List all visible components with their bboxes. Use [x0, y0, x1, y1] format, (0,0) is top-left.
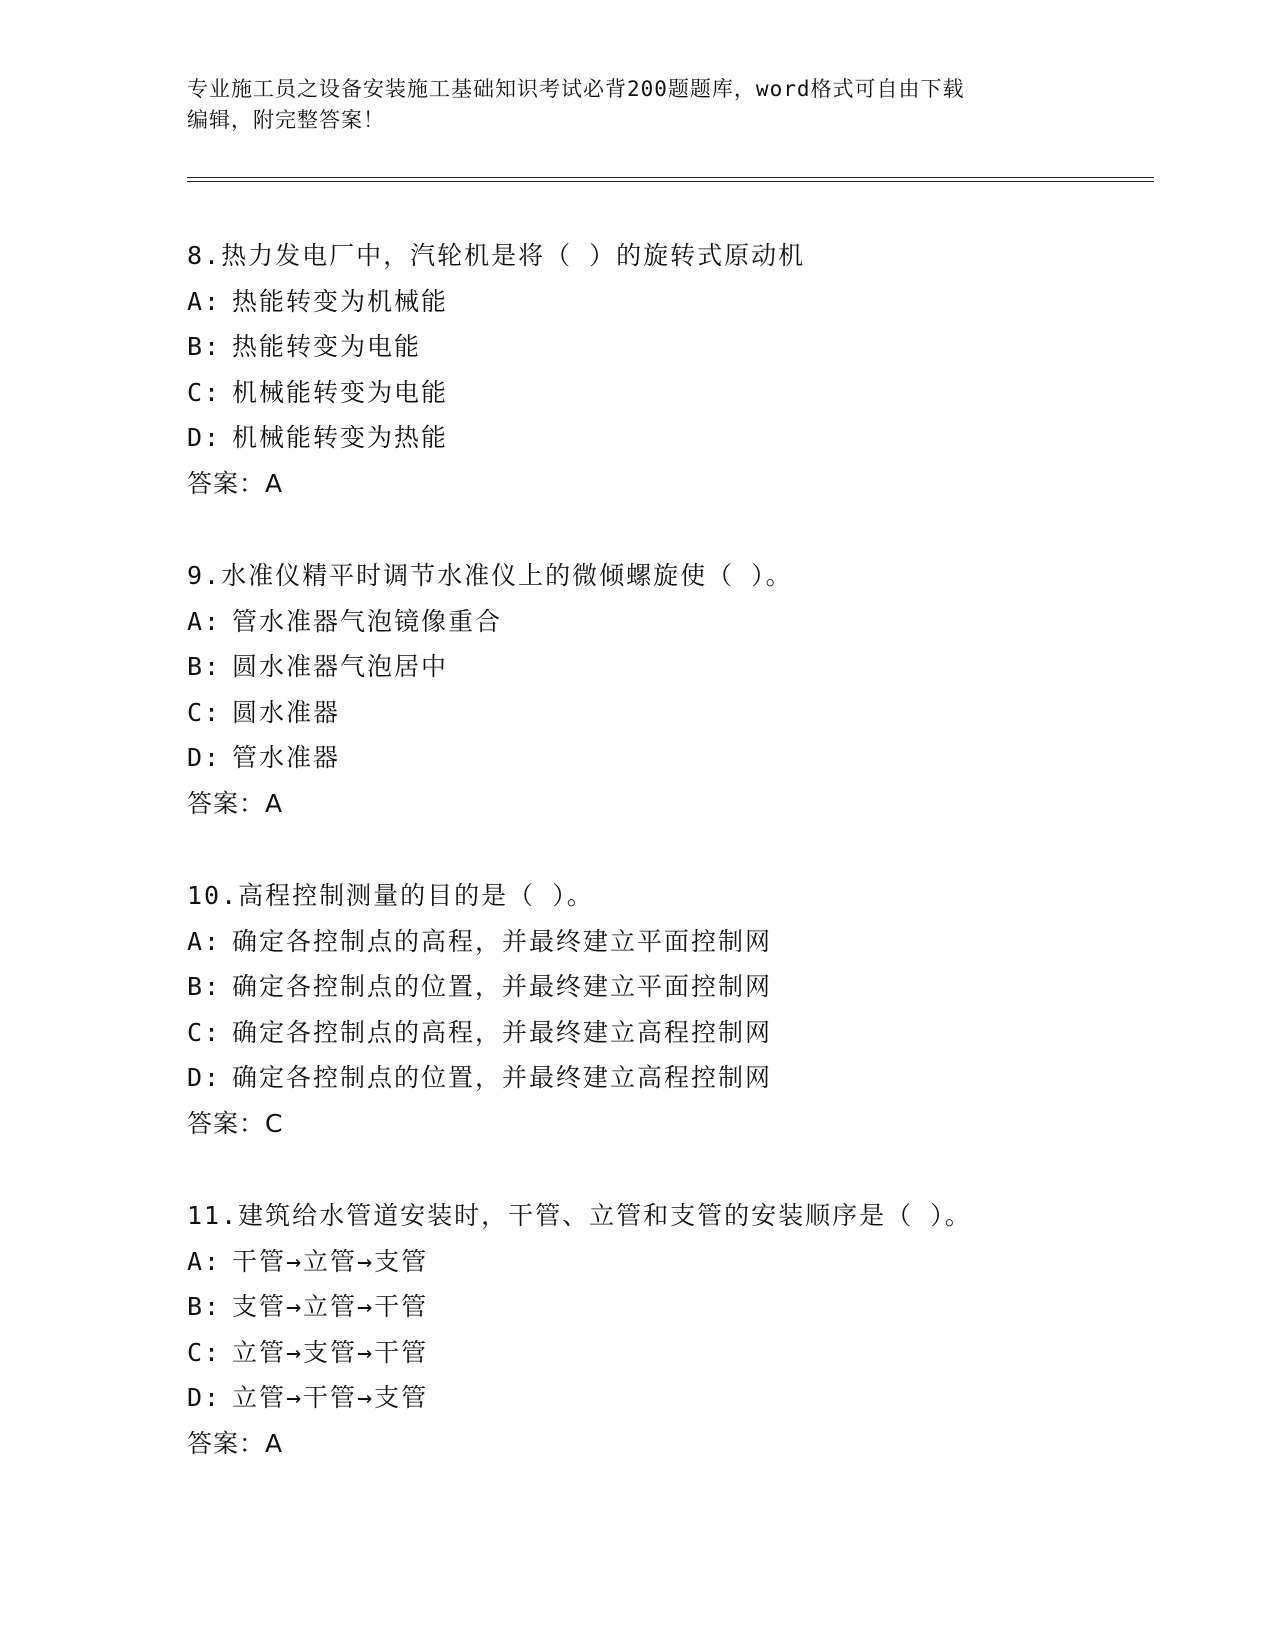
option-b	[187, 324, 1167, 370]
option-d	[187, 1055, 1167, 1101]
question-text: 9.水准仪精平时调节水准仪上的微倾螺旋使（ ）。	[187, 561, 793, 590]
option-b	[187, 644, 1167, 690]
header-title-line-1: 专业施工员之设备安装施工基础知识考试必背200题题库，word格式可自由下载	[187, 77, 965, 101]
option-a	[187, 279, 1167, 325]
option-text: 干管→立管→支管	[232, 1246, 429, 1276]
option-text: 确定各控制点的位置，并最终建立高程控制网	[232, 1063, 773, 1092]
option-text: 管水准器	[232, 743, 341, 772]
option-d	[187, 735, 1167, 781]
option-text: 确定各控制点的高程，并最终建立高程控制网	[232, 1017, 773, 1047]
option-b	[187, 1284, 1167, 1330]
option-c	[187, 1010, 1167, 1056]
option-letter: A:	[187, 606, 222, 636]
option-text: 立管→干管→支管	[232, 1383, 429, 1412]
option-text: 圆水准器气泡居中	[232, 652, 449, 681]
option-c	[187, 370, 1167, 416]
header-title-line-2: 编辑，附完整答案！	[187, 108, 385, 132]
option-a	[187, 919, 1167, 965]
question-11	[187, 1193, 1167, 1466]
option-d	[187, 1375, 1167, 1421]
option-letter: B:	[187, 332, 222, 361]
option-letter: C:	[187, 697, 222, 727]
answer-line: 答案：A	[187, 468, 284, 498]
option-a	[187, 1239, 1167, 1285]
option-text: 支管→立管→干管	[232, 1292, 429, 1321]
question-9	[187, 553, 1167, 826]
option-letter: C:	[187, 377, 222, 407]
option-c	[187, 1330, 1167, 1376]
option-d	[187, 415, 1167, 461]
option-text: 确定各控制点的高程，并最终建立平面控制网	[232, 926, 773, 956]
option-a	[187, 599, 1167, 645]
option-letter: A:	[187, 926, 222, 956]
question-text: 11.建筑给水管道安装时，干管、立管和支管的安装顺序是（ ）。	[187, 1201, 972, 1230]
option-letter: D:	[187, 423, 222, 452]
question-text: 10.高程控制测量的目的是（ ）。	[187, 881, 594, 910]
header-divider-top	[187, 177, 1154, 178]
option-letter: D:	[187, 743, 222, 772]
option-letter: B:	[187, 972, 222, 1001]
question-10	[187, 873, 1167, 1146]
option-text: 机械能转变为热能	[232, 423, 449, 452]
option-text: 立管→支管→干管	[232, 1337, 429, 1367]
option-letter: A:	[187, 286, 222, 316]
option-letter: C:	[187, 1337, 222, 1367]
option-text: 确定各控制点的位置，并最终建立平面控制网	[232, 972, 773, 1001]
answer-line: 答案：C	[187, 1108, 284, 1138]
option-letter: B:	[187, 1292, 222, 1321]
option-letter: A:	[187, 1246, 222, 1276]
option-c	[187, 690, 1167, 736]
option-text: 热能转变为机械能	[232, 286, 449, 316]
option-letter: D:	[187, 1063, 222, 1092]
option-text: 机械能转变为电能	[232, 377, 449, 407]
option-text: 圆水准器	[232, 697, 341, 727]
answer-line: 答案：A	[187, 1428, 284, 1458]
header-divider-bottom	[187, 181, 1154, 182]
question-8	[187, 233, 1167, 506]
document-header	[187, 74, 1067, 136]
question-text: 8.热力发电厂中，汽轮机是将（ ）的旋转式原动机	[187, 241, 806, 270]
option-text: 热能转变为电能	[232, 332, 422, 361]
answer-line: 答案：A	[187, 788, 284, 818]
option-letter: D:	[187, 1383, 222, 1412]
option-b	[187, 964, 1167, 1010]
option-letter: B:	[187, 652, 222, 681]
option-text: 管水准器气泡镜像重合	[232, 606, 503, 636]
option-letter: C:	[187, 1017, 222, 1047]
